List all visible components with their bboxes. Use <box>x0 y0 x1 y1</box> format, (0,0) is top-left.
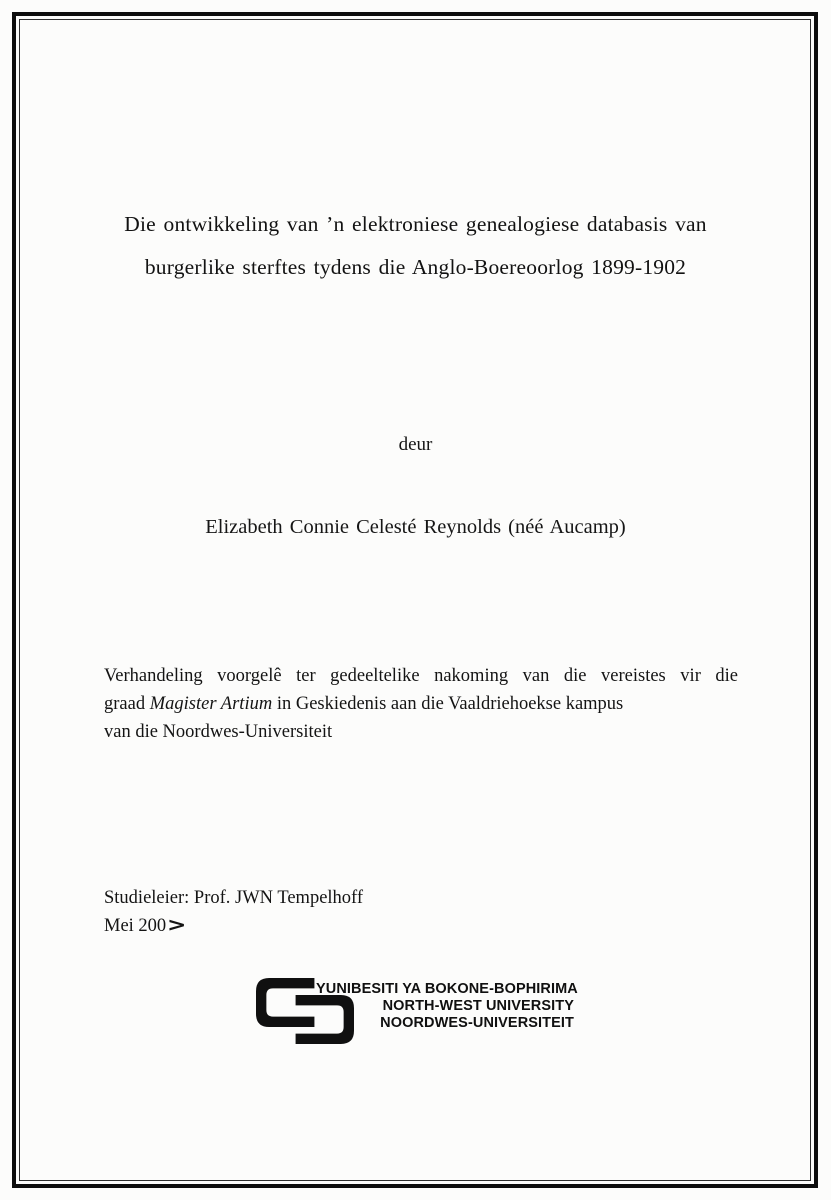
author-name: Elizabeth Connie Celesté Reynolds (néé Aucamp) <box>205 516 626 538</box>
logo-line-afrikaans: NOORDWES-UNIVERSITEIT <box>380 1015 574 1031</box>
supervisor-line: Studieleier: Prof. JWN Tempelhoff <box>104 888 364 908</box>
degree-statement-line-3: van die Noordwes-Universiteit <box>104 722 333 742</box>
thesis-title <box>60 203 771 289</box>
logo-line-setswana: YUNIBESITI YA BOKONE-BOPHIRIMA <box>316 981 578 997</box>
university-logo <box>256 976 586 1051</box>
logo-line-english: NORTH-WEST UNIVERSITY <box>382 998 574 1014</box>
thesis-title-line-1: Die ontwikkeling van ’n elektroniese genealogiese databasis van <box>124 212 707 236</box>
degree-statement-line-2-prefix: graad <box>104 694 150 714</box>
supervisor-block <box>104 885 363 940</box>
byline-label: deur <box>398 434 433 455</box>
degree-statement-line-2-suffix: in Geskiedenis aan die Vaaldriehoekse kampus <box>272 694 624 714</box>
date-prefix: Mei 200 <box>104 916 167 936</box>
degree-name-italic: Magister Artium <box>149 694 273 714</box>
degree-statement <box>104 662 738 746</box>
degree-statement-line-1: Verhandeling voorgelê ter gedeeltelike nakoming van die vereistes vir die <box>104 666 738 686</box>
university-logo-wordmark <box>316 981 578 1032</box>
degree-statement-line-2 <box>104 690 738 718</box>
date-line <box>104 912 363 940</box>
date-wedge-glyph: > <box>167 915 187 936</box>
thesis-title-line-2: burgerlike sterftes tydens die Anglo-Boereoorlog 1899-1902 <box>144 255 687 279</box>
